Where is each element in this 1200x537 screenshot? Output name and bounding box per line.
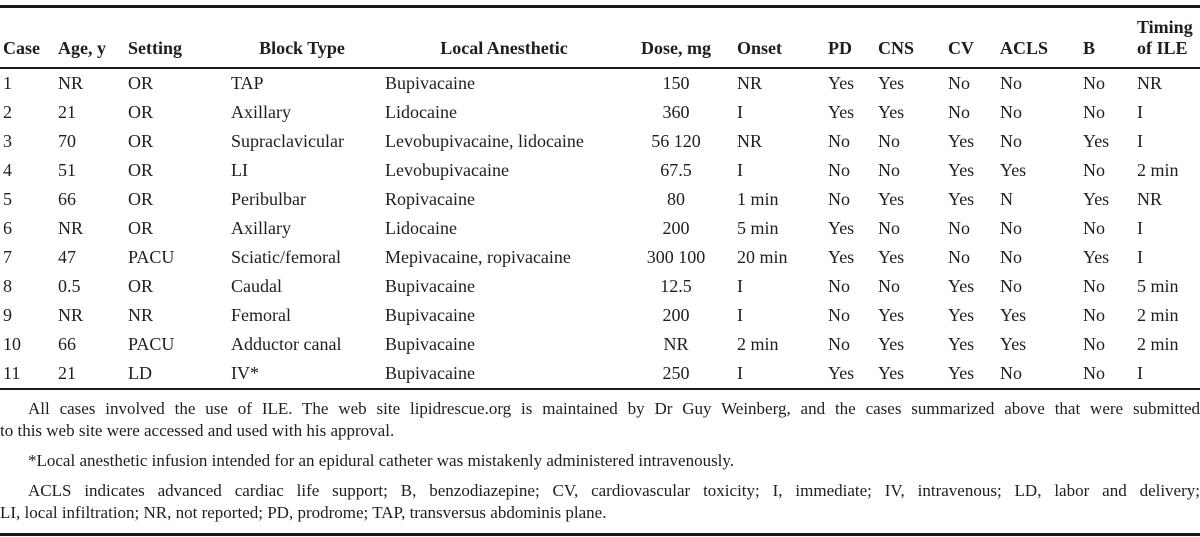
cell-setting: OR bbox=[128, 72, 154, 93]
cell-block: Femoral bbox=[231, 304, 291, 325]
column-header-timing: Timing of ILE bbox=[1126, 7, 1200, 68]
cell-onset: 2 min bbox=[737, 333, 779, 354]
cell-cns: Yes bbox=[878, 101, 905, 122]
cell-anesthetic: Lidocaine bbox=[385, 101, 457, 122]
column-header-cv: CV bbox=[938, 7, 990, 68]
cell-pd: Yes bbox=[828, 246, 855, 267]
cell-cns: Yes bbox=[868, 359, 938, 389]
column-header-setting: Setting bbox=[126, 7, 226, 68]
cell-acls: Yes bbox=[1000, 159, 1027, 180]
cell-age: 21 bbox=[56, 359, 126, 389]
cell-anesthetic: Lidocaine bbox=[385, 217, 457, 238]
cell-cv: Yes bbox=[938, 359, 990, 389]
cell-case: 7 bbox=[3, 246, 12, 267]
cell-b: No bbox=[1083, 72, 1105, 93]
cell-onset: NR bbox=[737, 130, 763, 151]
cell-anesthetic: Bupivacaine bbox=[378, 359, 630, 389]
footnote-line: to this web site were accessed and used with his approval. bbox=[0, 420, 395, 440]
cell-anesthetic: Bupivacaine bbox=[385, 333, 475, 354]
cell-age: 47 bbox=[58, 246, 76, 267]
cell-pd: Yes bbox=[820, 359, 868, 389]
column-header-anesthetic: Local Anesthetic bbox=[378, 7, 630, 68]
cell-dose: 80 bbox=[667, 188, 685, 209]
column-header-block: Block Type bbox=[226, 7, 378, 68]
cell-anesthetic: Ropivacaine bbox=[385, 188, 475, 209]
column-header-dose: Dose, mg bbox=[630, 7, 728, 68]
cell-case: 9 bbox=[3, 304, 12, 325]
column-header-onset: Onset bbox=[728, 7, 820, 68]
cell-block: Axillary bbox=[231, 101, 291, 122]
table-row bbox=[0, 359, 1200, 389]
cell-case: 3 bbox=[3, 130, 12, 151]
cell-dose: NR bbox=[663, 333, 689, 354]
cell-timing: 5 min bbox=[1137, 275, 1179, 296]
footnote-line: *Local anesthetic infusion intended for an epidural catheter was mistakenly administered intravenously. bbox=[28, 450, 735, 470]
cell-cv: No bbox=[948, 246, 970, 267]
cell-cv: Yes bbox=[948, 275, 975, 296]
column-header-b: B bbox=[1072, 7, 1126, 68]
cell-acls: No bbox=[1000, 217, 1022, 238]
cell-block: Sciatic/femoral bbox=[231, 246, 341, 267]
cell-case: 4 bbox=[3, 159, 12, 180]
cell-b: Yes bbox=[1083, 246, 1110, 267]
cell-case: 11 bbox=[0, 359, 56, 389]
table-header bbox=[0, 7, 1200, 68]
cell-case: 5 bbox=[3, 188, 12, 209]
cell-b: No bbox=[1083, 217, 1105, 238]
cell-b: No bbox=[1083, 159, 1105, 180]
cell-cv: Yes bbox=[948, 159, 975, 180]
table-row bbox=[0, 301, 1200, 330]
cell-setting: NR bbox=[128, 304, 154, 325]
cell-case: 10 bbox=[3, 333, 21, 354]
cell-acls: No bbox=[1000, 101, 1022, 122]
cell-dose: 300 100 bbox=[646, 246, 706, 267]
cell-acls: No bbox=[1000, 72, 1022, 93]
cell-age: NR bbox=[58, 72, 84, 93]
cell-block: Axillary bbox=[231, 217, 291, 238]
cell-timing: 2 min bbox=[1137, 333, 1179, 354]
cell-timing: 2 min bbox=[1137, 304, 1179, 325]
cell-block: Caudal bbox=[231, 275, 282, 296]
cell-onset: I bbox=[737, 101, 743, 122]
cell-block: TAP bbox=[231, 72, 264, 93]
table-row bbox=[0, 243, 1200, 272]
cell-onset: I bbox=[737, 275, 743, 296]
cell-setting: OR bbox=[128, 130, 154, 151]
table-row bbox=[0, 98, 1200, 127]
cell-block: Adductor canal bbox=[231, 333, 342, 354]
cell-acls: No bbox=[1000, 246, 1022, 267]
cell-anesthetic: Levobupivacaine bbox=[385, 159, 509, 180]
cell-setting: OR bbox=[128, 275, 154, 296]
cell-cns: No bbox=[878, 217, 900, 238]
cell-timing: NR bbox=[1137, 188, 1163, 209]
cell-b: Yes bbox=[1083, 188, 1110, 209]
cell-cns: Yes bbox=[878, 333, 905, 354]
cell-acls: Yes bbox=[1000, 333, 1027, 354]
cell-cv: No bbox=[948, 217, 970, 238]
footnote-line: LI, local infiltration; NR, not reported; PD, prodrome; TAP, transversus abdominis plane. bbox=[0, 502, 607, 522]
cell-dose: 150 bbox=[662, 72, 690, 93]
cell-dose: 250 bbox=[630, 359, 728, 389]
cell-cns: No bbox=[878, 130, 900, 151]
cell-b: No bbox=[1072, 359, 1126, 389]
table-row bbox=[0, 214, 1200, 243]
cell-onset: 1 min bbox=[737, 188, 779, 209]
cell-cv: Yes bbox=[948, 188, 975, 209]
table-row bbox=[0, 185, 1200, 214]
cell-onset: 5 min bbox=[737, 217, 779, 238]
cell-setting: OR bbox=[128, 217, 154, 238]
cell-pd: Yes bbox=[828, 217, 855, 238]
cell-onset: 20 min bbox=[737, 246, 788, 267]
cell-case: 2 bbox=[3, 101, 12, 122]
cell-dose: 200 bbox=[662, 217, 690, 238]
cell-block: Peribulbar bbox=[231, 188, 306, 209]
cell-cv: Yes bbox=[948, 130, 975, 151]
cell-anesthetic: Bupivacaine bbox=[385, 72, 475, 93]
cell-age: 66 bbox=[58, 188, 76, 209]
cell-block: LI bbox=[231, 159, 248, 180]
table-row bbox=[0, 156, 1200, 185]
cell-b: No bbox=[1083, 101, 1105, 122]
table-body bbox=[0, 68, 1200, 389]
cell-acls: N bbox=[1000, 188, 1013, 209]
cell-block: Supraclavicular bbox=[231, 130, 344, 151]
cell-age: 70 bbox=[58, 130, 76, 151]
column-header-age: Age, y bbox=[56, 7, 126, 68]
footnote-line: ACLS indicates advanced cardiac life support; B, benzodiazepine; CV, cardiovascular toxicity; I, immediate; IV, intravenous; LD, labor and delivery; bbox=[28, 480, 1200, 500]
column-header-pd: PD bbox=[820, 7, 868, 68]
table-row bbox=[0, 330, 1200, 359]
cell-age: 21 bbox=[58, 101, 76, 122]
cell-acls: No bbox=[1000, 275, 1022, 296]
cell-age: 66 bbox=[58, 333, 76, 354]
cell-setting: OR bbox=[128, 188, 154, 209]
cases-table bbox=[0, 5, 1200, 390]
cell-dose: 56 120 bbox=[651, 130, 701, 151]
cell-cns: Yes bbox=[878, 188, 905, 209]
cell-anesthetic: Levobupivacaine, lidocaine bbox=[385, 130, 584, 151]
cell-timing: I bbox=[1137, 130, 1143, 151]
cell-onset: I bbox=[737, 159, 743, 180]
cell-cv: No bbox=[948, 101, 970, 122]
cell-cv: No bbox=[948, 72, 970, 93]
cell-cv: Yes bbox=[948, 304, 975, 325]
footnote bbox=[0, 480, 1200, 524]
cell-b: No bbox=[1083, 304, 1105, 325]
cell-anesthetic: Mepivacaine, ropivacaine bbox=[385, 246, 571, 267]
cell-case: 6 bbox=[3, 217, 12, 238]
cell-pd: No bbox=[828, 333, 850, 354]
cell-cv: Yes bbox=[948, 333, 975, 354]
cell-dose: 67.5 bbox=[660, 159, 692, 180]
cell-case: 8 bbox=[3, 275, 12, 296]
cell-b: No bbox=[1083, 275, 1105, 296]
cell-cns: No bbox=[878, 275, 900, 296]
cell-pd: Yes bbox=[828, 101, 855, 122]
cell-age: 0.5 bbox=[58, 275, 81, 296]
column-header-acls: ACLS bbox=[990, 7, 1072, 68]
cell-onset: I bbox=[737, 304, 743, 325]
cell-timing: I bbox=[1126, 359, 1200, 389]
table-row bbox=[0, 127, 1200, 156]
column-header-case: Case bbox=[0, 7, 56, 68]
cell-age: NR bbox=[58, 217, 84, 238]
column-header-cns: CNS bbox=[868, 7, 938, 68]
footnote-line: All cases involved the use of ILE. The web site lipidrescue.org is maintained by Dr Guy Weinberg, and the cases summarized above that were submitted bbox=[28, 398, 1200, 418]
footnotes bbox=[0, 390, 1200, 536]
cell-setting: PACU bbox=[128, 333, 175, 354]
cell-acls: Yes bbox=[1000, 304, 1027, 325]
cell-pd: No bbox=[828, 304, 850, 325]
cell-timing: NR bbox=[1137, 72, 1163, 93]
header-row bbox=[0, 7, 1200, 68]
cell-setting: OR bbox=[128, 159, 154, 180]
table-row bbox=[0, 272, 1200, 301]
cell-dose: 360 bbox=[662, 101, 690, 122]
cell-timing: I bbox=[1137, 246, 1143, 267]
footnote bbox=[0, 450, 1200, 472]
cell-block: IV* bbox=[226, 359, 378, 389]
cell-timing: I bbox=[1137, 101, 1143, 122]
cell-acls: No bbox=[1000, 130, 1022, 151]
cell-pd: No bbox=[828, 159, 850, 180]
cell-pd: No bbox=[828, 275, 850, 296]
cell-dose: 12.5 bbox=[660, 275, 692, 296]
cell-pd: No bbox=[828, 130, 850, 151]
cell-anesthetic: Bupivacaine bbox=[385, 304, 475, 325]
cell-onset: I bbox=[728, 359, 820, 389]
cell-acls: No bbox=[990, 359, 1072, 389]
cell-age: 51 bbox=[58, 159, 76, 180]
table-row bbox=[0, 68, 1200, 98]
cell-cns: Yes bbox=[878, 304, 905, 325]
cell-cns: No bbox=[878, 159, 900, 180]
footnote bbox=[0, 398, 1200, 442]
cell-setting: LD bbox=[126, 359, 226, 389]
cell-case: 1 bbox=[3, 72, 12, 93]
cell-cns: Yes bbox=[878, 72, 905, 93]
cell-setting: PACU bbox=[128, 246, 175, 267]
cell-pd: No bbox=[828, 188, 850, 209]
cell-anesthetic: Bupivacaine bbox=[385, 275, 475, 296]
cell-cns: Yes bbox=[878, 246, 905, 267]
cell-dose: 200 bbox=[662, 304, 690, 325]
cell-timing: I bbox=[1137, 217, 1143, 238]
cell-timing: 2 min bbox=[1137, 159, 1179, 180]
cell-onset: NR bbox=[737, 72, 763, 93]
cell-age: NR bbox=[58, 304, 84, 325]
cell-pd: Yes bbox=[828, 72, 855, 93]
cell-setting: OR bbox=[128, 101, 154, 122]
cell-b: No bbox=[1083, 333, 1105, 354]
cell-b: Yes bbox=[1083, 130, 1110, 151]
